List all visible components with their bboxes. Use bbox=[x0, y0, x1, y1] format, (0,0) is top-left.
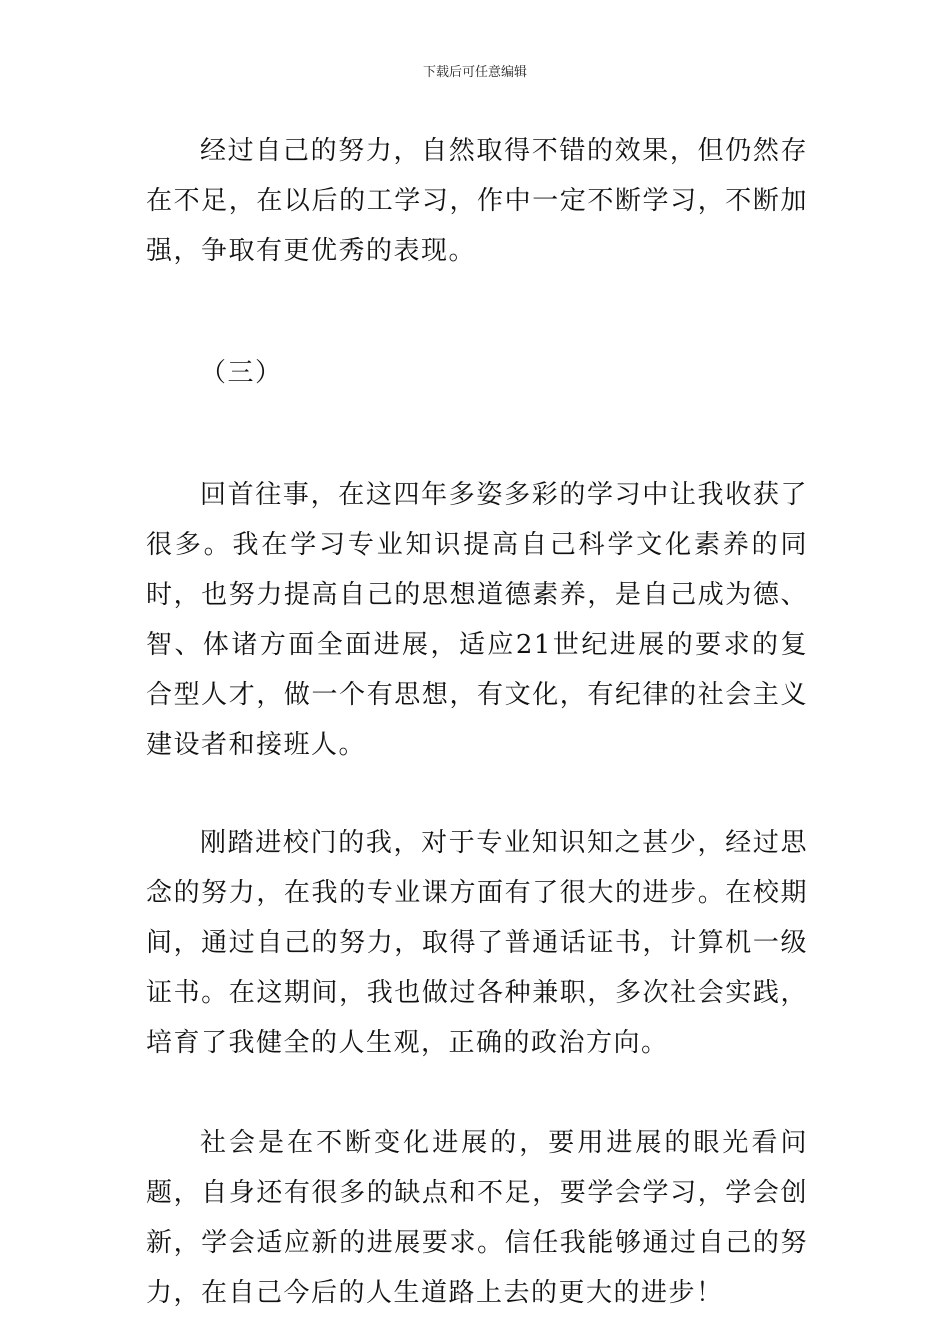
document-body bbox=[146, 126, 808, 1318]
paragraph-future: 社会是在不断变化进展的，要用进展的眼光看问题，自身还有很多的缺点和不足，要学会学习，学会创新，学会适应新的进展要求。信任我能够通过自己的努力，在自己今后的人生道路上去的更大的进步！ bbox=[146, 1128, 808, 1308]
paragraph-reflection: 回首往事，在这四年多姿多彩的学习中让我收获了很多。我在学习专业知识提高自己科学文化素养的同时，也努力提高自己的思想道德素养，是自己成为德、智、体诸方面全面进展，适应21世纪进展的要求的复合型人才，做一个有思想，有文化，有纪律的社会主义建设者和接班人。 bbox=[146, 480, 808, 760]
paragraph-spacer bbox=[146, 398, 808, 470]
paragraph-conclusion: 经过自己的努力，自然取得不错的效果，但仍然存在不足，在以后的工学习，作中一定不断学习，不断加强，争取有更优秀的表现。 bbox=[146, 136, 808, 266]
paragraph-spacer bbox=[146, 276, 808, 348]
page-header-note: 下载后可任意编辑 bbox=[422, 65, 527, 80]
paragraph-spacer bbox=[146, 770, 808, 818]
paragraph-school-progress: 刚踏进校门的我，对于专业知识知之甚少，经过思念的努力，在我的专业课方面有了很大的进步。在校期间，通过自己的努力，取得了普通话证书，计算机一级证书。在这期间，我也做过各种兼职，多次社会实践，培育了我健全的人生观，正确的政治方向。 bbox=[146, 828, 808, 1058]
section-heading-three: （三） bbox=[200, 358, 283, 388]
paragraph-spacer bbox=[146, 1068, 808, 1118]
